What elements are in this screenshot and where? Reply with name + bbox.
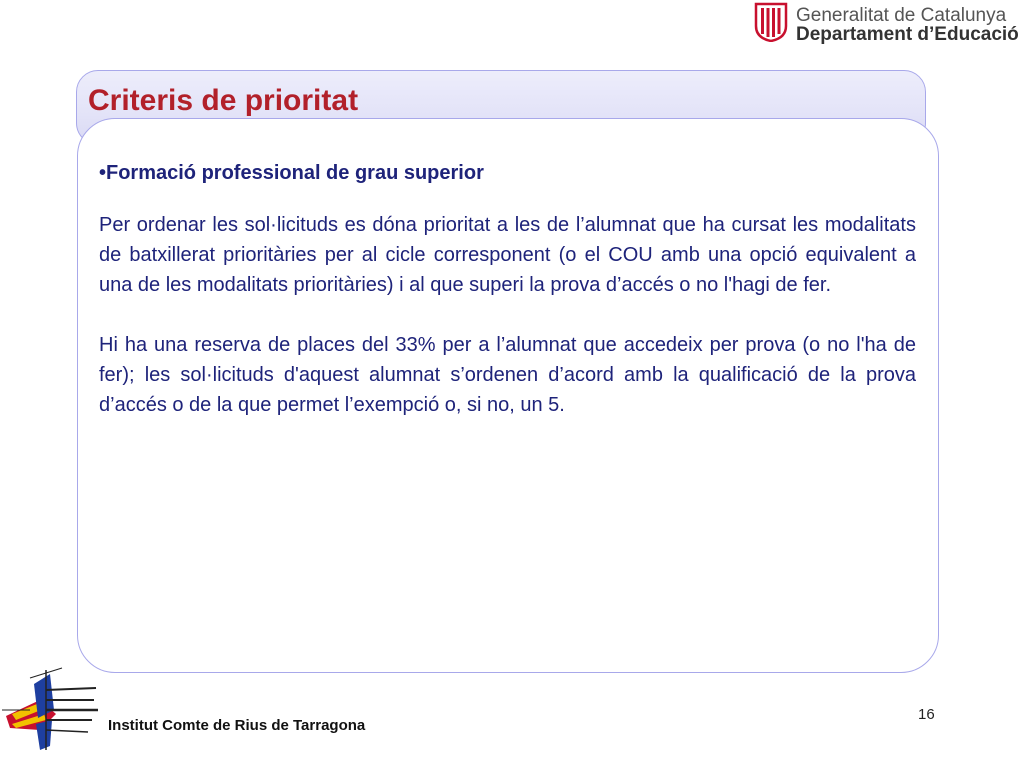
institut-logo-icon [0, 664, 100, 754]
paragraph-priority: Per ordenar les sol·licituds es dóna prioritat a les de l’alumnat que ha cursat les modalitats de batxillerat prioritàries per al cicle corresponent (o el COU amb una opció equivalent a una de les modalitats prioritàries) i al que superi la prova d’accés o no l'hagi de fer. [99, 214, 916, 296]
org-line-1: Generalitat de Catalunya [796, 5, 1007, 26]
page-number: 16 [918, 706, 935, 723]
generalitat-logo [754, 2, 1020, 44]
paragraph-reserve: Hi ha una reserva de places del 33% per a l’alumnat que accedeix per prova (o no l'ha de fer); les sol·licituds d'aquest alumnat s’ordenen d’acord amb la qualificació de la prova d’accés o de la que permet l’exempció o, si no, un 5. [99, 334, 916, 416]
slide-title: Criteris de prioritat [88, 84, 359, 117]
org-line-2: Departament d’Educació [796, 24, 1019, 45]
generalitat-emblem-icon [754, 2, 788, 42]
slide-body [99, 158, 916, 450]
institution-name: Institut Comte de Rius de Tarragona [108, 717, 366, 734]
bullet-heading: •Formació professional de grau superior [99, 162, 484, 184]
